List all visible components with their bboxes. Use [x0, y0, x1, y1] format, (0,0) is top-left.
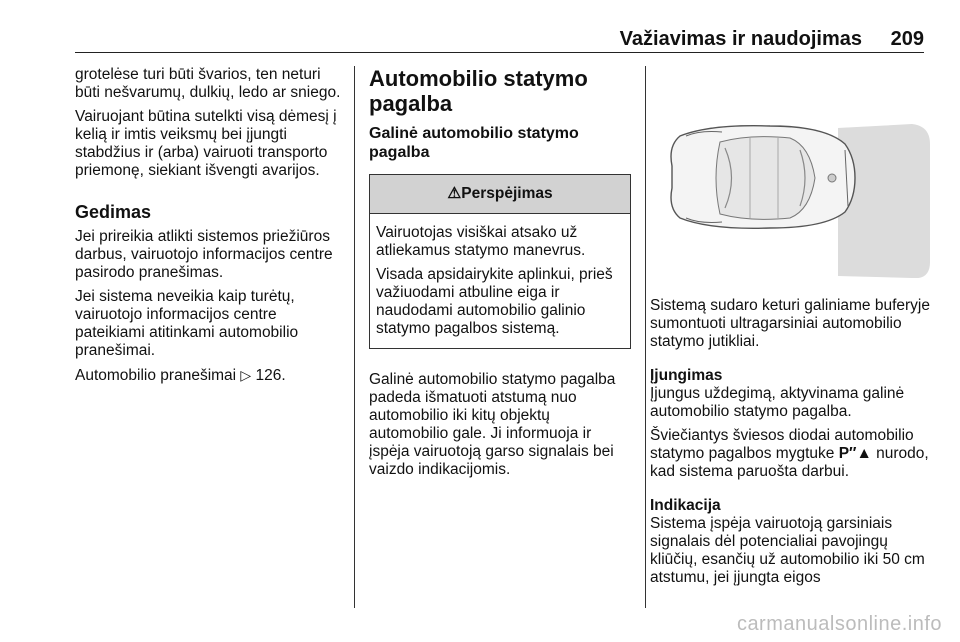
- paragraph: [650, 427, 930, 481]
- paragraph: Vairuojant būtina sutelkti visą dėmesį į kelią ir imtis veiksmų bei įjungti stabdžius ir (arba) vairuoti transporto priemonę, siekiant išvengti avarijos.: [75, 108, 337, 179]
- paragraph-text: Šviečiantys šviesos diodai automobilio statymo pagalbos mygtuke: [650, 427, 914, 462]
- warning-body: [370, 214, 630, 348]
- column-divider: [645, 66, 646, 608]
- warning-triangle-icon: ⚠: [447, 185, 462, 202]
- paragraph-reference: [75, 366, 345, 385]
- warning-paragraph: Vairuotojas visiškai atsako už atliekamus statymo manevrus.: [376, 224, 586, 259]
- warning-title: Perspėjimas: [461, 185, 553, 202]
- paragraph: grotelėse turi būti švarios, ten neturi būti nešvarumų, dulkių, ledo ar sniego.: [75, 66, 341, 101]
- paragraph: Sistema įspėja vairuotoją garsiniais signalais dėl potencialiai pavojingų kliūčių, esančių už automobilio iki 50 cm atstumu, jei įjungta eigos: [650, 515, 925, 586]
- sub-heading: Galinė automobilio statymo pagalba: [369, 125, 579, 161]
- warning-box: [369, 174, 631, 349]
- paragraph: Sistemą sudaro keturi galiniame buferyje sumontuoti ultragarsiniai automobilio statymo jutikliai.: [650, 297, 930, 350]
- watermark: carmanualsonline.info: [736, 613, 942, 635]
- sensor-zone: [838, 124, 930, 278]
- paragraph: Jei sistema neveikia kaip turėtų, vairuotojo informacijos centre pateikiami atitinkami automobilio pranešimai.: [75, 288, 299, 359]
- parking-sensor-illustration: [650, 66, 930, 278]
- column-right: [650, 66, 930, 593]
- warning-paragraph: Visada apsidairykite aplinkui, prieš važiuodami atbuline eiga ir naudodami automobilio galinio statymo pagalbos sistemą.: [376, 266, 613, 337]
- section-heading-ijungimas: Įjungimas: [650, 367, 723, 384]
- car-top-view: [671, 126, 855, 229]
- page-header: [75, 26, 924, 53]
- reference-text: Automobilio pranešimai: [75, 367, 237, 384]
- reference-page: 126.: [255, 367, 286, 384]
- column-left: [75, 66, 345, 391]
- paragraph-text: nurodo, kad sistema paruošta darbui.: [650, 445, 929, 480]
- paragraph: Galinė automobilio statymo pagalba padeda išmatuoti atstumą nuo automobilio iki kitų objektų automobilio gale. Ji informuoja ir įspėja vairuotoją garso signalais bei vaizdo indikacijomis.: [369, 371, 616, 478]
- column-divider: [354, 66, 355, 608]
- warning-header: [370, 175, 630, 214]
- column-middle: [369, 66, 631, 485]
- paragraph: Jei prireikia atlikti sistemos priežiūros darbus, vairuotojo informacijos centre pasirodo pranešimas.: [75, 228, 333, 281]
- cross-reference-arrow-icon: ▷: [240, 367, 252, 383]
- paragraph: Įjungus uždegimą, aktyvinama galinė automobilio statymo pagalba.: [650, 385, 905, 420]
- page-number: 209: [890, 28, 924, 50]
- section-heading-indikacija: Indikacija: [650, 497, 721, 514]
- header-title: Važiavimas ir naudojimas: [619, 28, 862, 50]
- section-heading-gedimas: Gedimas: [75, 202, 152, 222]
- main-heading: Automobilio statymo pagalba: [369, 66, 588, 116]
- parking-assist-button-icon: P″▲: [838, 445, 872, 462]
